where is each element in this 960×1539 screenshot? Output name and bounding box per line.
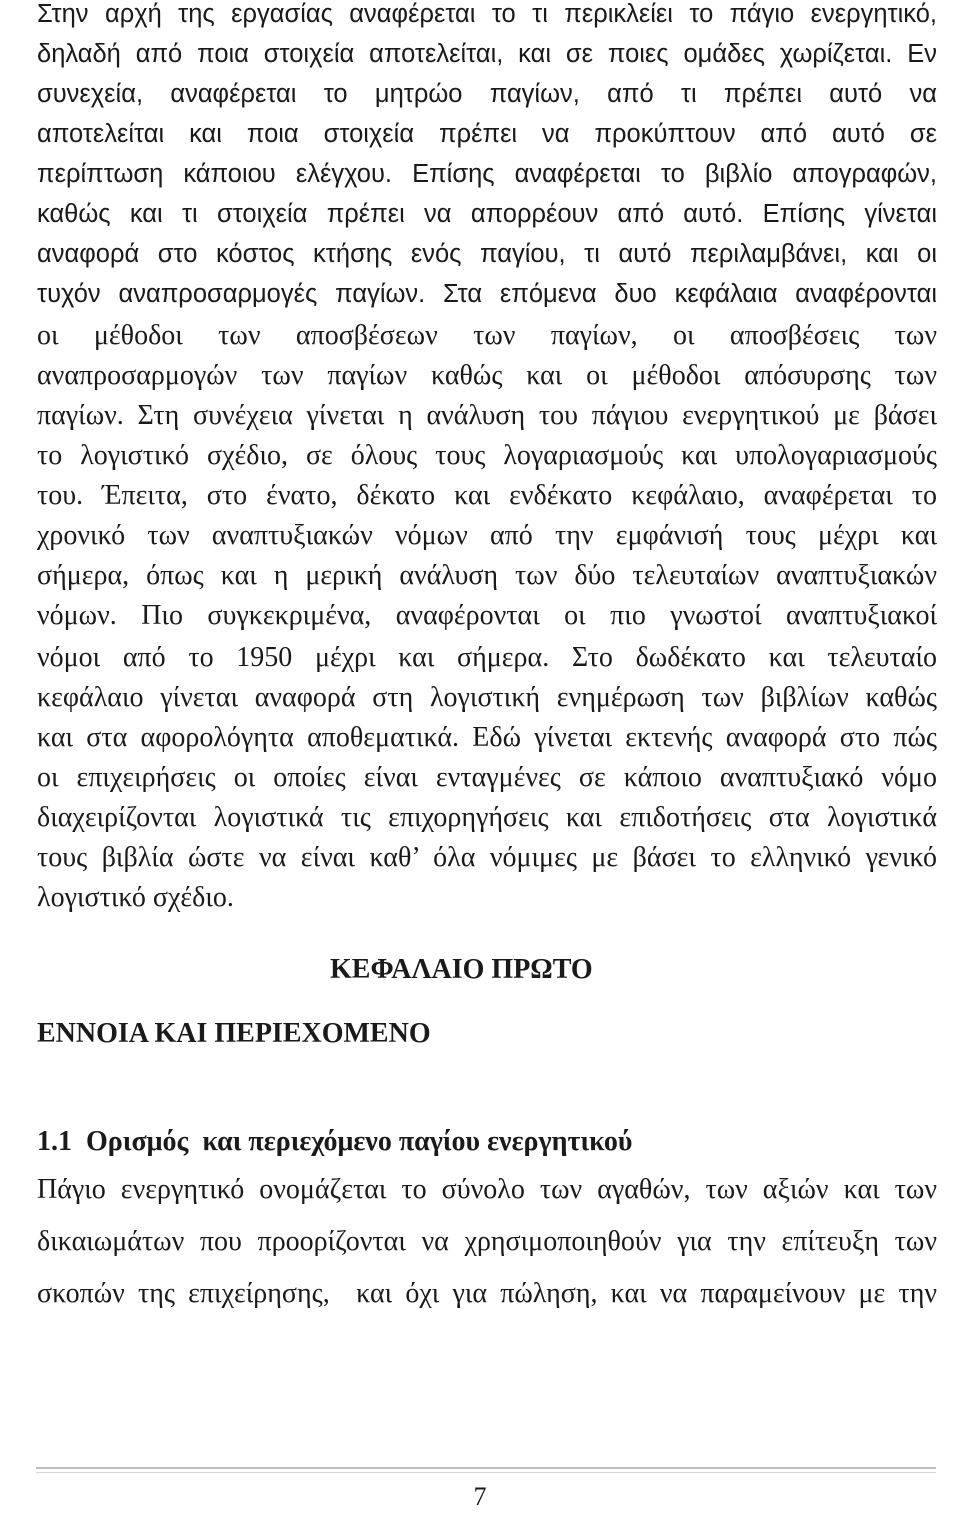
section-heading: 1.1 Ορισμός και περιεχόμενο παγίου ενεργητικού: [37, 1126, 633, 1157]
footer-divider: [36, 1467, 936, 1469]
body-text-line: καθώς και τι στοιχεία πρέπει να απορρέουν από αυτό. Επίσης γίνεται: [37, 200, 937, 228]
body-text-line: διαχειρίζονται λογιστικά τις επιχορηγήσεις και επιδοτήσεις στα λογιστικά: [37, 802, 937, 833]
body-text-line: Στην αρχή της εργασίας αναφέρεται το τι περικλείει το πάγιο ενεργητικό,: [37, 0, 937, 28]
body-text-line: δηλαδή από ποια στοιχεία αποτελείται, και σε ποιες ομάδες χωρίζεται. Εν: [37, 40, 937, 68]
body-text-line: νόμοι από το 1950 μέχρι και σήμερα. Στο δωδέκατο και τελευταίο: [37, 642, 937, 673]
body-text-line: σκοπών της επιχείρησης, και όχι για πώληση, και να παραμείνουν με την: [37, 1278, 937, 1309]
body-text-line: συνεχεία, αναφέρεται το μητρώο παγίων, από τι πρέπει αυτό να: [37, 80, 937, 108]
body-text-line: παγίων. Στη συνέχεια γίνεται η ανάλυση του πάγιου ενεργητικού με βάσει: [37, 400, 937, 431]
body-text-line: κεφάλαιο γίνεται αναφορά στη λογιστική ενημέρωση των βιβλίων καθώς: [37, 682, 937, 713]
chapter-heading: ΚΕΦΑΛΑΙΟ ΠΡΩΤΟ: [330, 954, 593, 985]
body-text-line: δικαιωμάτων που προορίζονται να χρησιμοποιηθούν για την επίτευξη των: [37, 1226, 937, 1257]
body-text-line: αναπροσαρμογών των παγίων καθώς και οι μέθοδοι απόσυρσης των: [37, 360, 937, 391]
body-text-line: τους βιβλία ώστε να είναι καθ’ όλα νόμιμες με βάσει το ελληνικό γενικό: [37, 842, 937, 873]
body-text-line: το λογιστικό σχέδιο, σε όλους τους λογαριασμούς και υπολογαριασμούς: [37, 440, 937, 471]
body-text-line: χρονικό των αναπτυξιακών νόμων από την εμφάνισή τους μέχρι και: [37, 520, 937, 551]
body-text-line: οι μέθοδοι των αποσβέσεων των παγίων, οι αποσβέσεις των: [37, 320, 937, 351]
body-text-line: αποτελείται και ποια στοιχεία πρέπει να προκύπτουν από αυτό σε: [37, 120, 937, 148]
body-text-line: Πάγιο ενεργητικό ονομάζεται το σύνολο των αγαθών, των αξιών και των: [37, 1174, 937, 1205]
page-number: 7: [473, 1482, 487, 1511]
body-text-line: λογιστικό σχέδιο.: [37, 882, 234, 913]
chapter-title: ΕΝΝΟΙΑ ΚΑΙ ΠΕΡΙΕΧΟΜΕΝΟ: [37, 1018, 431, 1049]
body-text-line: νόμων. Πιο συγκεκριμένα, αναφέρονται οι πιο γνωστοί αναπτυξιακοί: [37, 600, 937, 631]
body-text-line: οι επιχειρήσεις οι οποίες είναι ενταγμένες σε κάποιο αναπτυξιακό νόμο: [37, 762, 937, 793]
body-text-line: και στα αφορολόγητα αποθεματικά. Εδώ γίνεται εκτενής αναφορά στο πώς: [37, 722, 937, 753]
body-text-line: του. Έπειτα, στο ένατο, δέκατο και ενδέκατο κεφάλαιο, αναφέρεται το: [37, 480, 937, 511]
body-text-line: σήμερα, όπως και η μερική ανάλυση των δύο τελευταίων αναπτυξιακών: [37, 560, 937, 591]
body-text-line: αναφορά στο κόστος κτήσης ενός παγίου, τι αυτό περιλαμβάνει, και οι: [37, 240, 937, 268]
footer-divider-shadow: [36, 1472, 936, 1473]
body-text-line: περίπτωση κάποιου ελέγχου. Επίσης αναφέρεται το βιβλίο απογραφών,: [37, 160, 937, 188]
body-text-line: τυχόν αναπροσαρμογές παγίων. Στα επόμενα δυο κεφάλαια αναφέρονται: [37, 280, 937, 308]
